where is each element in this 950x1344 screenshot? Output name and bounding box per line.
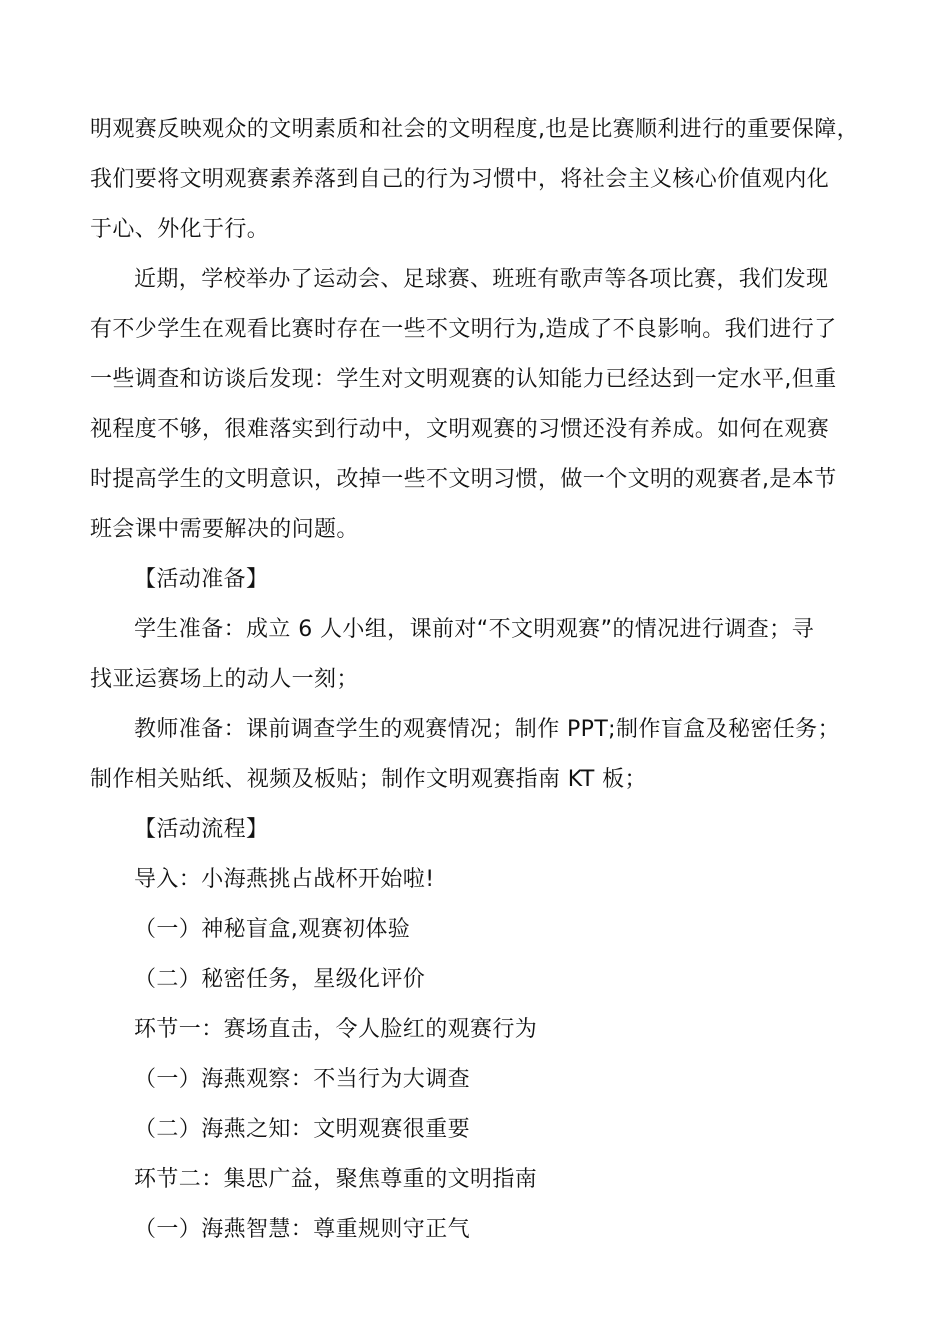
list-item: （一）海燕智慧：尊重规则守正气 bbox=[134, 1217, 471, 1242]
paragraph-line: 于心、外化于行。 bbox=[90, 217, 270, 242]
paragraph-line: 教师准备：课前调查学生的观赛情况；制作 PPT;制作盲盒及秘密任务； bbox=[134, 717, 840, 742]
paragraph-line: 视程度不够，很难落实到行动中，文明观赛的习惯还没有养成。如何在观赛 bbox=[90, 417, 830, 442]
list-item: 环节一：赛场直击，令人脸红的观赛行为 bbox=[134, 1017, 538, 1042]
list-item: 导入：小海燕挑占战杯开始啦! bbox=[134, 867, 435, 892]
section-heading: 【活动流程】 bbox=[134, 817, 269, 842]
list-item: 环节二：集思广益，聚焦尊重的文明指南 bbox=[134, 1167, 538, 1192]
paragraph-line: 有不少学生在观看比赛时存在一些不文明行为,造成了不良影响。我们进行了 bbox=[90, 317, 837, 342]
paragraph-line: 找亚运赛场上的动人一刻； bbox=[90, 667, 359, 692]
section-heading: 【活动准备】 bbox=[134, 567, 269, 592]
list-item: （一）海燕观察：不当行为大调查 bbox=[134, 1067, 471, 1092]
list-item: （二）海燕之知：文明观赛很重要 bbox=[134, 1117, 471, 1142]
paragraph-line: 一些调查和访谈后发现：学生对文明观赛的认知能力已经达到一定水平,但重 bbox=[90, 367, 837, 392]
paragraph-line: 时提高学生的文明意识，改掉一些不文明习惯，做一个文明的观赛者,是本节 bbox=[90, 467, 837, 492]
paragraph-line: 近期，学校举办了运动会、足球赛、班班有歌声等各项比赛，我们发现 bbox=[134, 267, 829, 292]
list-item: （二）秘密任务，星级化评价 bbox=[134, 967, 426, 992]
paragraph-line: 学生准备：成立 6 人小组，课前对“不文明观赛”的情况进行调查；寻 bbox=[134, 617, 814, 642]
paragraph-line: 明观赛反映观众的文明素质和社会的文明程度,也是比赛顺利进行的重要保障， bbox=[90, 117, 859, 142]
paragraph-line: 我们要将文明观赛素养落到自己的行为习惯中，将社会主义核心价值观内化 bbox=[90, 167, 830, 192]
paragraph-line: 制作相关贴纸、视频及板贴；制作文明观赛指南 KT 板； bbox=[90, 767, 647, 792]
paragraph-line: 班会课中需要解决的问题。 bbox=[90, 517, 359, 542]
list-item: （一）神秘盲盒,观赛初体验 bbox=[134, 917, 411, 942]
